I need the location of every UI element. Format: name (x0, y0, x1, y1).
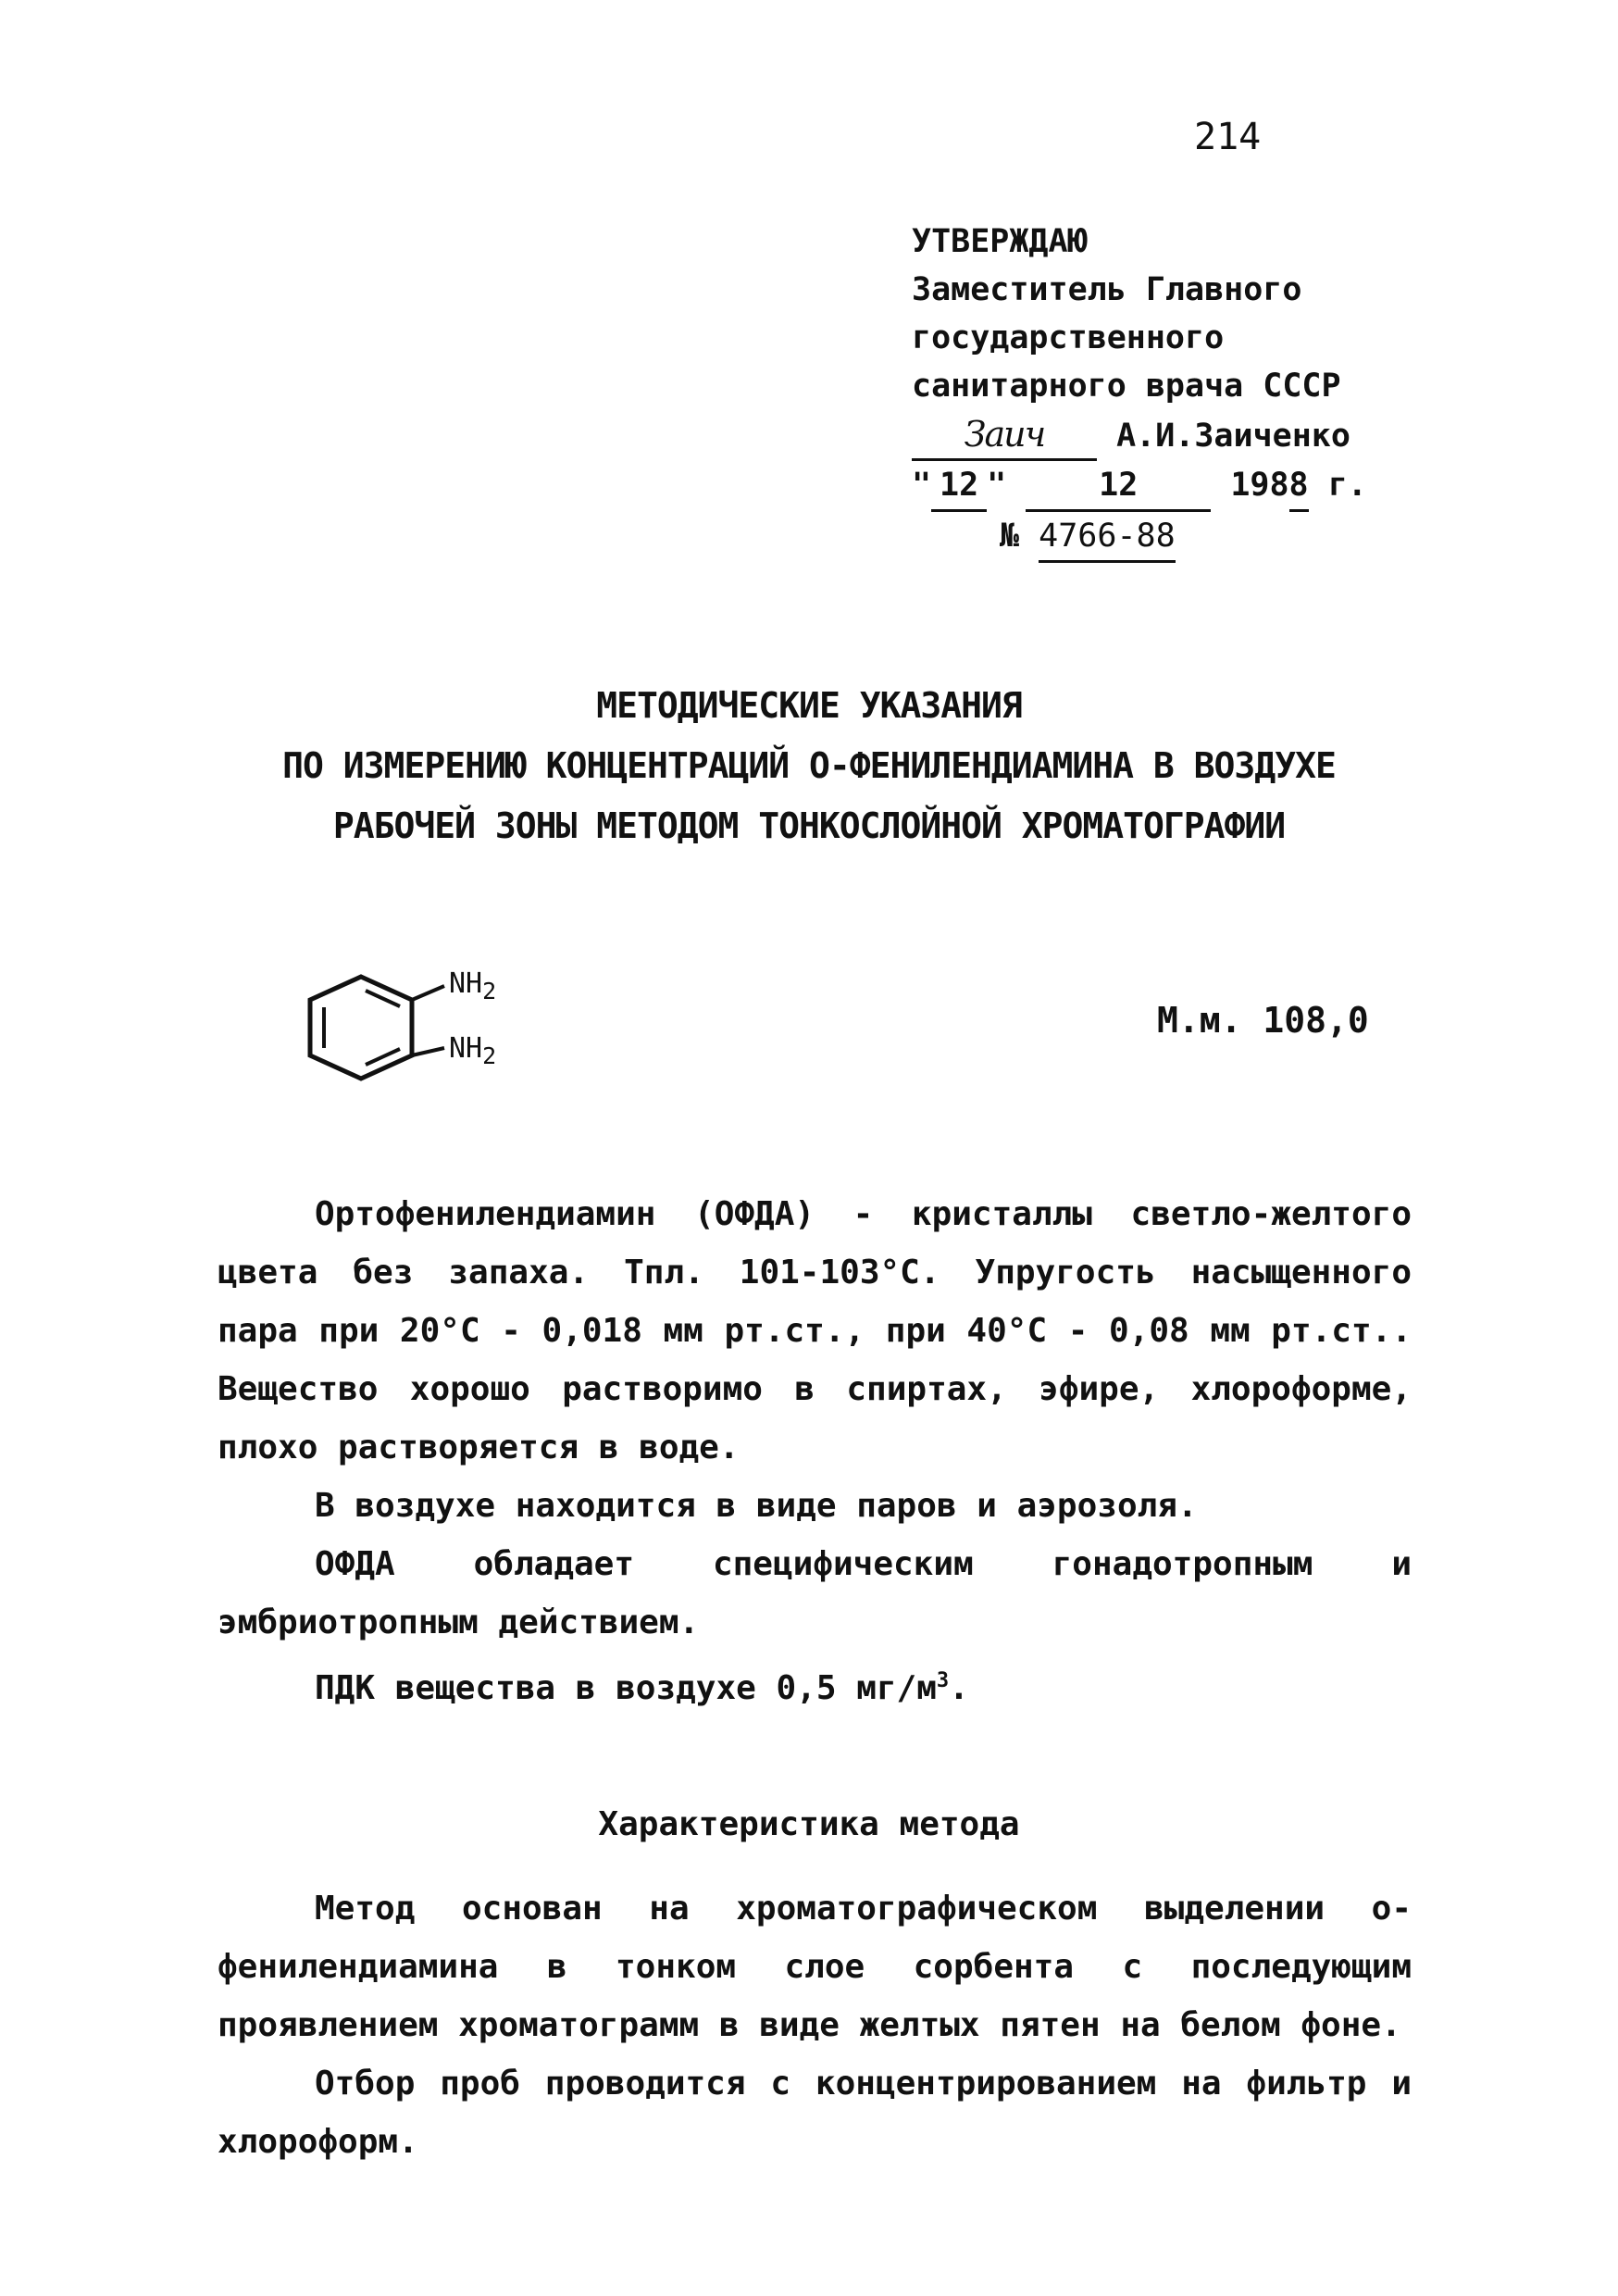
title-line3: РАБОЧЕЙ ЗОНЫ МЕТОДОМ ТОНКОСЛОЙНОЙ ХРОМАТОГРАФИИ (332, 805, 1286, 846)
method-paragraph-1: Метод основан на хроматографическом выделении о-фенилендиамина в тонком слое сорбента с последующим проявлением хроматограмм в виде желтых пятен на белом фоне. (218, 1890, 1412, 2044)
title-line1: МЕТОДИЧЕСКИЕ УКАЗАНИЯ (596, 685, 1022, 726)
approval-year-suffix: г. (1327, 467, 1367, 504)
amine-group-bottom: $NH_2$ (449, 1032, 497, 1069)
approval-number: 4766-88 (1039, 512, 1176, 563)
approval-number-line (912, 512, 1367, 563)
approver-name: А.И.Заиченко (1116, 418, 1350, 455)
method-block (218, 1879, 1412, 2171)
mac-paragraph: ПДК вещества в воздухе 0,5 $мг/м^3$. (315, 1669, 969, 1707)
description-paragraph-1: Ортофенилендиамин (ОФДА) - кристаллы светло-желтого цвета без запаха. Тпл. 101-103°С. Упругость насыщенного пара при 20°С - 0,018 мм рт.ст., при 40°С - 0,08 мм рт.ст.. Вещество хорошо растворимо в спиртах, эфире, хлороформе, плохо растворяется в воде. (218, 1195, 1412, 1466)
approval-date: " 12 " 12 1988 г. (912, 461, 1367, 512)
bond-bottom (412, 1048, 444, 1055)
approval-day: 12 (931, 461, 987, 512)
bond-top (412, 986, 444, 1000)
signature-line (912, 410, 1367, 461)
approval-position-line2: государственного (912, 319, 1225, 356)
approval-title: УТВЕРЖДАЮ (912, 223, 1088, 260)
approval-year-prefix: 198 (1230, 467, 1289, 504)
approval-block (912, 218, 1367, 563)
section-heading: Характеристика метода (598, 1805, 1020, 1843)
chemical-structure (305, 963, 546, 1111)
signature: Заич (912, 410, 1097, 461)
page-number: 214 (1194, 116, 1262, 158)
approval-number-prefix: № (1000, 518, 1020, 555)
approval-month: 12 (1026, 461, 1211, 512)
approval-year-digit: 8 (1289, 461, 1309, 512)
approval-position-line1: Заместитель Главного (912, 271, 1302, 308)
description-block (218, 1185, 1412, 1717)
title-line2: ПО ИЗМЕРЕНИЮ КОНЦЕНТРАЦИЙ О-ФЕНИЛЕНДИАМИНА В ВОЗДУХЕ (282, 745, 1336, 786)
approval-position-line3: санитарного врача СССР (912, 368, 1341, 405)
description-paragraph-3: ОФДА обладает специфическим гонадотропным и эмбриотропным действием. (218, 1545, 1412, 1641)
description-paragraph-2: В воздухе находится в виде паров и аэрозоля. (315, 1487, 1198, 1525)
molecular-weight: М.м. 108,0 (1157, 1000, 1369, 1041)
amine-group-top: $NH_2$ (449, 967, 497, 1004)
benzene-ring-diagram (305, 963, 546, 1111)
method-paragraph-2: Отбор проб проводится с концентрированием на фильтр и хлороформ. (218, 2065, 1412, 2161)
